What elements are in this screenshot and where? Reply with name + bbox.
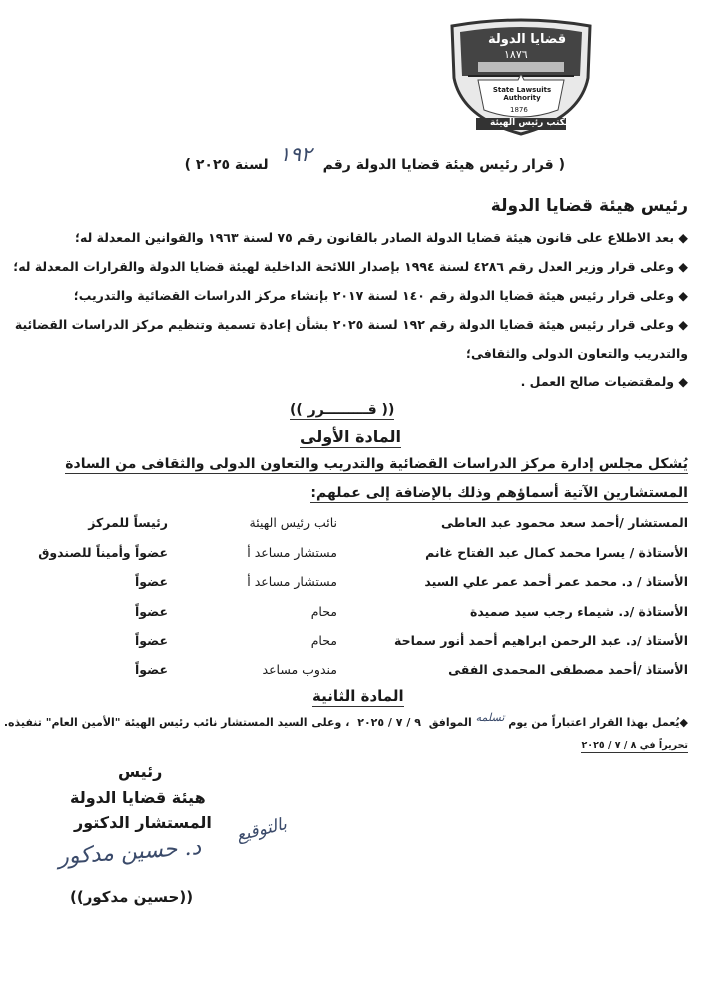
article1-text: المستشارين الآتية أسماؤهم وذلك بالإضافة إلى عملهم: [310, 485, 688, 501]
article1-heading: المادة الأولى [300, 427, 401, 446]
member-role: رئيساً للمركز [88, 515, 168, 530]
handwritten-decision-number: ١٩٢ [279, 142, 312, 166]
member-role: عضواً [135, 604, 168, 619]
article1-text: يُشكل مجلس إدارة مركز الدراسات القضائية والتدريب والتعاون الدولى والثقافى من السادة [65, 456, 688, 472]
member-position: محام [310, 604, 337, 619]
signatory-name: ((حسين مدكور)) [70, 888, 194, 906]
issue-date: تحريراً في ٨ / ٧ / ٢٠٢٥ [581, 740, 688, 751]
preamble-item: ◆ وعلى قرار وزير العدل رقم ٤٢٨٦ لسنة ١٩٩٤ بإصدار اللائحة الداخلية لهيئة قضايا الدولة والقرارات المعدلة له؛ [13, 259, 688, 274]
issuer-heading: رئيس هيئة قضايا الدولة [490, 196, 688, 216]
member-role: عضواً [135, 662, 168, 677]
preamble-item: ◆ ولمقتضيات صالح العمل . [520, 374, 688, 389]
preamble-item: والتدريب والتعاون الدولى والثقافى؛ [466, 346, 688, 361]
preamble-item: ◆ وعلى قرار رئيس هيئة قضايا الدولة رقم ١٤٠ لسنة ٢٠١٧ بإنشاء مركز الدراسات القضائية والتدريب؛ [73, 288, 688, 303]
member-position: مستشار مساعد أ [247, 574, 337, 589]
member-name: الأستاذة / يسرا محمد كمال عبد الفتاح غانم [425, 545, 688, 560]
member-role: عضواً [135, 633, 168, 648]
member-position: نائب رئيس الهيئة [249, 515, 337, 530]
member-position: محام [310, 633, 337, 648]
article2-text: ◆يُعمل بهذا القرار اعتباراً من يوم تسلمه الموافق ٩ / ٧ / ٢٠٢٥ ، وعلى السيد المستشار نائب رئيس الهيئة "الأمين العام" تنفيذه. [3, 711, 688, 729]
member-position: مستشار مساعد أ [247, 545, 337, 560]
member-role: عضواً وأميناً للصندوق [38, 545, 168, 560]
signature-title: رئيس [118, 762, 163, 781]
member-name: المستشار /أحمد سعد محمود عبد العاطى [441, 515, 688, 530]
member-name: الأستاذة /د. شيماء رجب سيد صميدة [469, 604, 688, 619]
member-position: مندوب مساعد [262, 662, 337, 677]
handwritten-signature: د. حسين مدكور [57, 835, 202, 870]
effective-date: ٩ / ٧ / ٢٠٢٥ [357, 716, 421, 729]
authority-logo: قضايا الدولة ١٨٧٦ State Lawsuits Authority 1876 مكتب رئيس الهيئة [448, 18, 594, 136]
signature-title: هيئة قضايا الدولة [70, 788, 206, 807]
decision-title: ( قرار رئيس هيئة قضايا الدولة رقم ١٩٢ لسنة ٢٠٢٥ ) [184, 142, 565, 173]
handwritten-day: تسلمه [475, 711, 505, 724]
handwritten-annotation: بالتوقيع [234, 814, 289, 846]
article2-heading: المادة الثانية [312, 687, 404, 705]
preamble-item: ◆ بعد الاطلاع على قانون هيئة قضايا الدولة الصادر بالقانون رقم ٧٥ لسنة ١٩٦٣ والقوانين المعدلة له؛ [74, 230, 688, 245]
member-name: الأستاذ /د. عبد الرحمن ابراهيم أحمد أنور سماحة [393, 633, 688, 648]
signature-title: المستشار الدكتور [74, 813, 212, 832]
preamble-item: ◆ وعلى قرار رئيس هيئة قضايا الدولة رقم ١٩٢ لسنة ٢٠٢٥ بشأن إعادة تسمية وتنظيم مركز الدراسات القضائية [14, 317, 688, 332]
member-role: عضواً [135, 574, 168, 589]
member-name: الأستاذ /أحمد مصطفى المحمدى الفقى [448, 662, 688, 677]
decision-heading: (( قـــــــــرر )) [290, 402, 395, 418]
member-name: الأستاذ / د. محمد عمر أحمد عمر علي السيد [424, 574, 688, 589]
